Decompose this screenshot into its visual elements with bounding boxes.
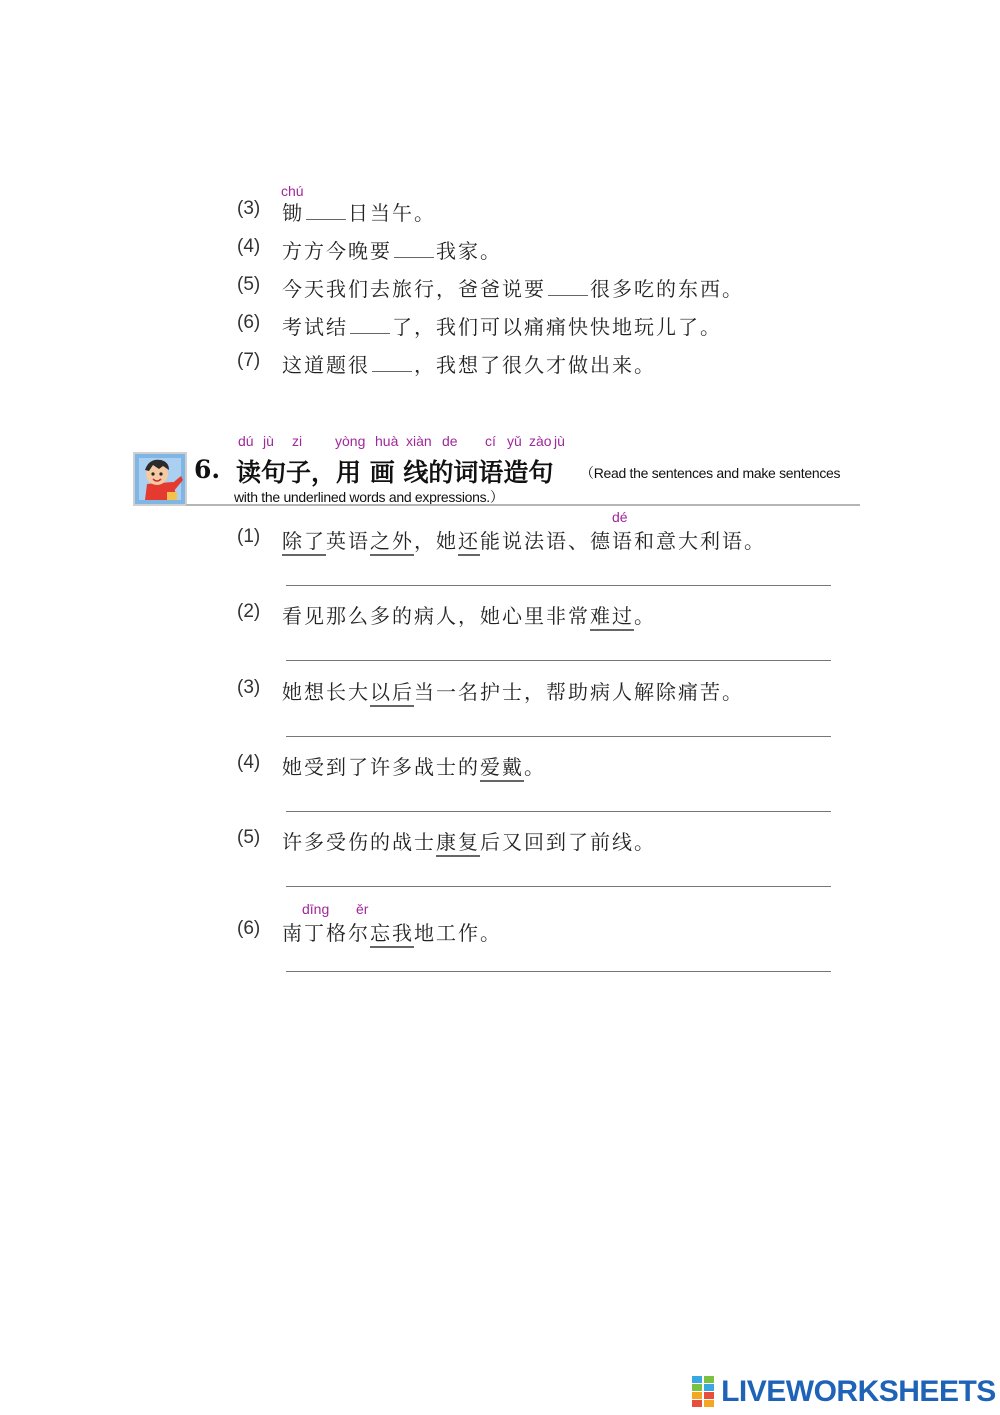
text: 。 xyxy=(634,604,656,628)
text: 。 xyxy=(524,755,546,779)
brand-name: LIVEWORKSHEETS xyxy=(721,1375,996,1408)
text-before: 今天我们去旅行，爸爸说要 xyxy=(282,277,546,301)
text: 后又回到了前线。 xyxy=(480,830,656,854)
text-before: 锄 xyxy=(282,201,304,225)
instruction-line-1: （Read the sentences and make sentences xyxy=(580,465,841,481)
text: 德 xyxy=(590,529,612,553)
item-number: (4) xyxy=(237,236,261,257)
sentence xyxy=(282,311,722,340)
answer-line[interactable] xyxy=(286,585,831,586)
text: ，她 xyxy=(414,529,458,553)
pinyin: xiàn xyxy=(406,433,432,449)
sentence xyxy=(282,235,502,264)
text: 看见那么多的病人，她心里非常 xyxy=(282,604,590,628)
item-number: (1) xyxy=(237,526,261,547)
pinyin-ding: dīng xyxy=(302,901,330,917)
text: 地工作。 xyxy=(414,921,502,945)
sentence xyxy=(282,676,744,705)
item-number: (6) xyxy=(237,312,261,333)
pinyin: yòng xyxy=(335,433,366,449)
sentence xyxy=(282,826,656,855)
fill-blank[interactable] xyxy=(372,357,412,372)
text: 她受到了许多战士的 xyxy=(282,755,480,779)
sentence xyxy=(282,197,436,226)
text-after: 很多吃的东西。 xyxy=(590,277,744,301)
sentence xyxy=(282,349,656,378)
instruction-line-2: with the underlined words and expressions.） xyxy=(234,489,504,505)
underlined-word: 难过 xyxy=(590,604,634,628)
fill-blank[interactable] xyxy=(394,243,434,258)
pinyin: dú xyxy=(238,433,254,449)
boy-mascot-icon xyxy=(133,452,187,506)
underlined-word: 之外 xyxy=(370,529,414,553)
text-after: 我家。 xyxy=(436,239,502,263)
text-after: ，我想了很久才做出来。 xyxy=(414,353,656,377)
pinyin-chu: chú xyxy=(281,183,304,199)
sentence xyxy=(282,273,744,302)
fill-blank[interactable] xyxy=(548,281,588,296)
fill-blank[interactable] xyxy=(306,205,346,220)
item-number: (5) xyxy=(237,827,261,848)
item-number: (5) xyxy=(237,274,261,295)
item-number: (6) xyxy=(237,918,261,939)
underlined-word: 除了 xyxy=(282,529,326,553)
underlined-word: 忘我 xyxy=(370,921,414,945)
text-after: 日当午。 xyxy=(348,201,436,225)
pinyin-de: dé xyxy=(612,509,628,525)
text-before: 方方今晚要 xyxy=(282,239,392,263)
text: 能说法语、 xyxy=(480,529,590,553)
text: 许多受伤的战士 xyxy=(282,830,436,854)
answer-line[interactable] xyxy=(286,971,831,972)
sentence xyxy=(282,917,502,946)
pinyin-er: ěr xyxy=(356,901,369,917)
underlined-word: 爱戴 xyxy=(480,755,524,779)
pinyin: jù xyxy=(263,433,274,449)
item-number: (7) xyxy=(237,350,261,371)
item-number: (2) xyxy=(237,601,261,622)
item-number: (4) xyxy=(237,752,261,773)
pinyin: zi xyxy=(292,433,303,449)
underlined-word: 以后 xyxy=(370,680,414,704)
section-divider xyxy=(186,504,860,506)
section-title: 读句子，用 画 线的词语造句 xyxy=(236,458,554,487)
title-pinyin xyxy=(238,433,598,451)
answer-line[interactable] xyxy=(286,660,831,661)
answer-line[interactable] xyxy=(286,736,831,737)
answer-line[interactable] xyxy=(286,886,831,887)
sentence xyxy=(282,751,546,780)
pinyin: huà xyxy=(375,433,399,449)
underlined-word: 还 xyxy=(458,529,480,553)
section-number: 6. xyxy=(194,455,221,484)
sentence xyxy=(282,525,766,554)
text-after: 了，我们可以痛痛快快地玩儿了。 xyxy=(392,315,722,339)
text: 南丁格尔 xyxy=(282,921,370,945)
liveworksheets-logo[interactable] xyxy=(692,1375,996,1409)
underlined-word: 康复 xyxy=(436,830,480,854)
text: 英语 xyxy=(326,529,370,553)
text: 当一名护士，帮助病人解除痛苦。 xyxy=(414,680,744,704)
pinyin: zào xyxy=(529,433,552,449)
pinyin: jù xyxy=(554,433,565,449)
pinyin: yǔ xyxy=(507,433,522,449)
item-number: (3) xyxy=(237,198,261,219)
item-number: (3) xyxy=(237,677,261,698)
text: 她想长大 xyxy=(282,680,370,704)
answer-line[interactable] xyxy=(286,811,831,812)
pinyin: de xyxy=(442,433,458,449)
sentence xyxy=(282,600,656,629)
fill-blank[interactable] xyxy=(350,319,390,334)
live-blocks-icon xyxy=(692,1375,716,1409)
text: 语和意大利语。 xyxy=(612,529,766,553)
pinyin: cí xyxy=(485,433,496,449)
text-before: 考试结 xyxy=(282,315,348,339)
text-before: 这道题很 xyxy=(282,353,370,377)
